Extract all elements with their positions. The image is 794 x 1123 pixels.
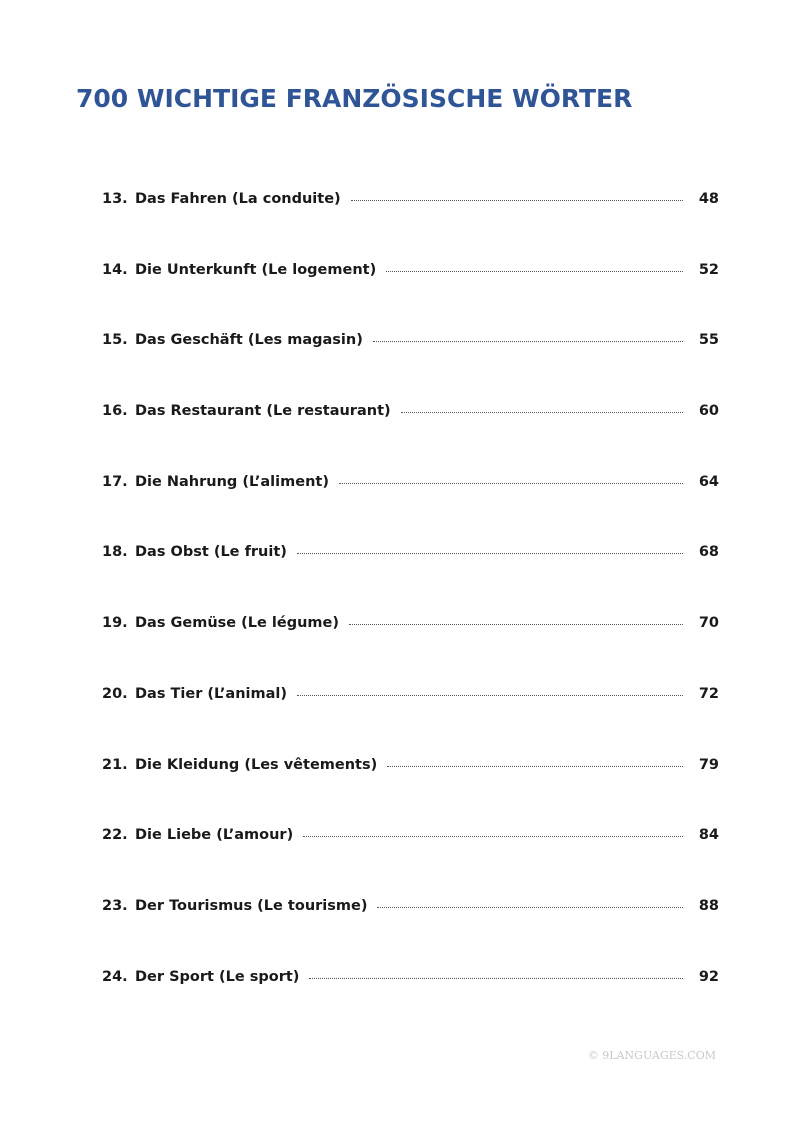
toc-number: 15.	[102, 332, 128, 349]
toc-entry-22[interactable]	[102, 827, 719, 898]
toc-number: 20.	[102, 685, 128, 702]
toc-leader-dots	[351, 200, 683, 201]
toc-number: 23.	[102, 897, 128, 914]
toc-number: 13.	[102, 191, 128, 207]
toc-number: 22.	[102, 827, 128, 844]
table-of-contents	[102, 191, 719, 1039]
page-title: 700 WICHTIGE FRANZÖSISCHE WÖRTER	[76, 84, 633, 113]
toc-number: 24.	[102, 968, 128, 985]
toc-entry-13[interactable]	[102, 191, 719, 262]
toc-page-number: 64	[698, 473, 719, 490]
toc-page-number: 88	[698, 897, 719, 914]
toc-label: Die Liebe (L’amour)	[135, 827, 294, 844]
toc-leader-dots	[309, 978, 683, 979]
toc-leader-dots	[303, 836, 683, 837]
toc-entry-24[interactable]	[102, 969, 719, 1040]
toc-label: Das Tier (L’animal)	[135, 685, 288, 702]
toc-entry-16[interactable]	[102, 403, 719, 474]
toc-label: Die Nahrung (L’aliment)	[135, 473, 329, 490]
toc-label: Das Fahren (La conduite)	[135, 191, 341, 207]
toc-entry-23[interactable]	[102, 898, 719, 969]
toc-label: Die Unterkunft (Le logement)	[135, 261, 377, 278]
toc-leader-dots	[373, 341, 683, 342]
toc-entry-17[interactable]	[102, 474, 719, 545]
toc-entry-15[interactable]	[102, 332, 719, 403]
toc-leader-dots	[377, 907, 683, 908]
toc-entry-21[interactable]	[102, 757, 719, 828]
toc-page-number: 55	[698, 332, 719, 349]
toc-page-number: 68	[698, 544, 719, 561]
toc-number: 16.	[102, 403, 128, 420]
toc-entry-20[interactable]	[102, 686, 719, 757]
toc-number: 19.	[102, 615, 128, 632]
toc-label: Das Gemüse (Le légume)	[135, 615, 340, 632]
toc-leader-dots	[386, 271, 683, 272]
toc-leader-dots	[349, 624, 683, 625]
toc-label: Die Kleidung (Les vêtements)	[135, 756, 378, 773]
toc-page-number: 79	[698, 756, 719, 773]
toc-leader-dots	[297, 695, 683, 696]
copyright-footer: © 9LANGUAGES.COM	[587, 1049, 716, 1062]
toc-page-number: 48	[698, 191, 719, 207]
toc-leader-dots	[297, 553, 683, 554]
toc-entry-19[interactable]	[102, 615, 719, 686]
toc-number: 17.	[102, 473, 128, 490]
toc-label: Der Sport (Le sport)	[135, 968, 300, 985]
toc-label: Das Geschäft (Les magasin)	[135, 332, 363, 349]
toc-entry-18[interactable]	[102, 544, 719, 615]
toc-page-number: 92	[698, 968, 719, 985]
toc-page-number: 72	[698, 685, 719, 702]
toc-number: 18.	[102, 544, 128, 561]
toc-page-number: 70	[698, 615, 719, 632]
toc-label: Der Tourismus (Le tourisme)	[135, 897, 368, 914]
toc-number: 14.	[102, 261, 128, 278]
toc-label: Das Restaurant (Le restaurant)	[135, 403, 391, 420]
toc-number: 21.	[102, 756, 128, 773]
toc-leader-dots	[401, 412, 683, 413]
toc-page-number: 84	[698, 827, 719, 844]
toc-page-number: 52	[698, 261, 719, 278]
toc-leader-dots	[387, 766, 683, 767]
toc-entry-14[interactable]	[102, 262, 719, 333]
toc-label: Das Obst (Le fruit)	[135, 544, 287, 561]
toc-page-number: 60	[698, 403, 719, 420]
toc-leader-dots	[339, 483, 683, 484]
